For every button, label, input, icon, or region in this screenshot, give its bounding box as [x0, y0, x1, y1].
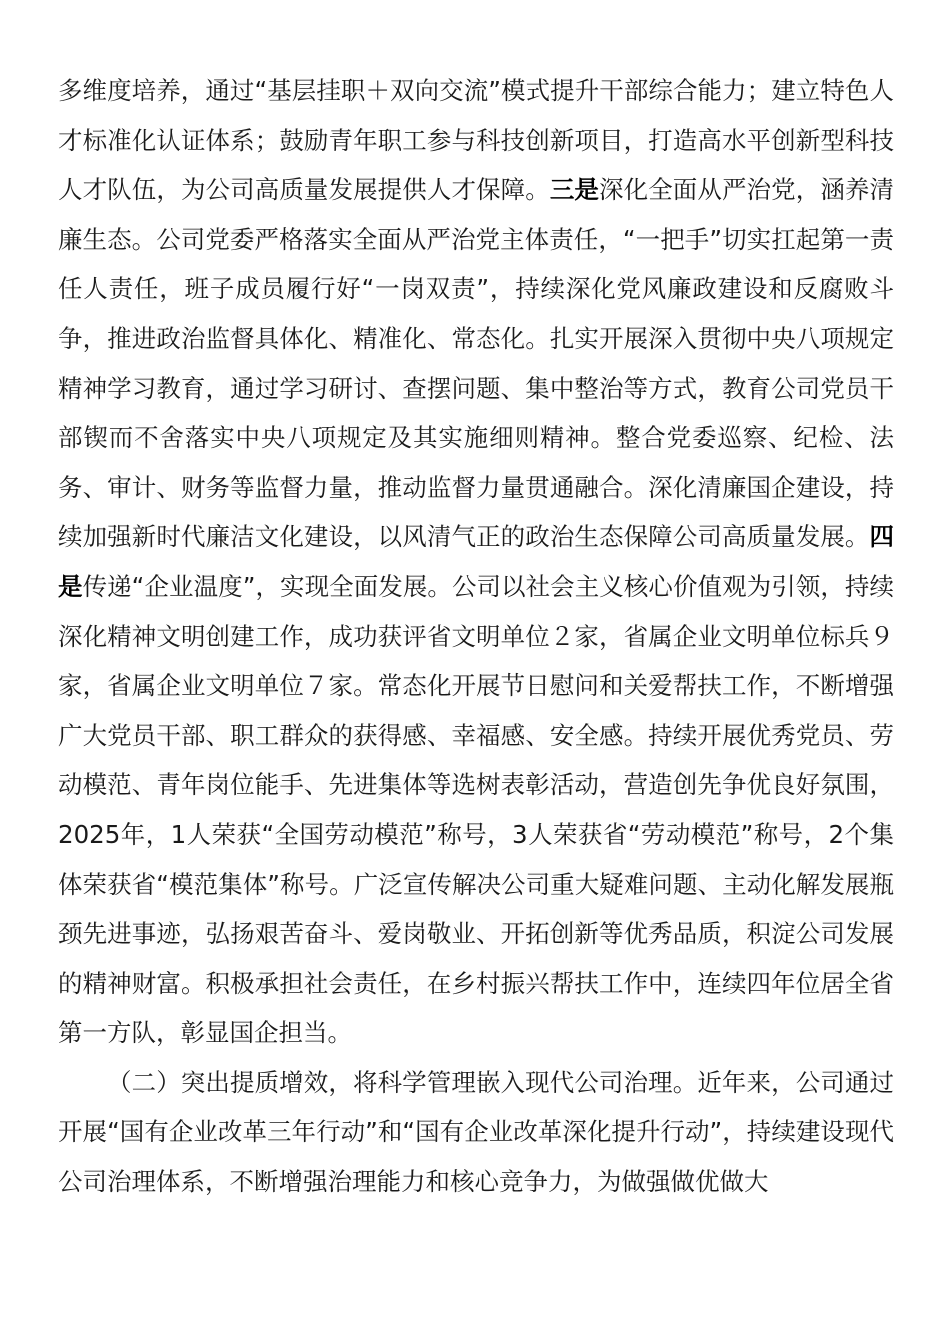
document-page	[58, 66, 894, 1207]
paragraph-text: 深化全面从严治党，涵养清廉生态。公司党委严格落实全面从严治党主体责任，“一把手”切实扛起第一责任人责任，班子成员履行好“一岗双责”，持续深化党风廉政建设和反腐败斗争，推进政治监督具体化、精准化、常态化。扎实开展深入贯彻中央八项规定精神学习教育，通过学习研讨、查摆问题、集中整治等方式，教育公司党员干部锲而不舍落实中央八项规定及其实施细则精神。整合党委巡察、纪检、法务、审计、财务等监督力量，推动监督力量贯通融合。深化清廉国企建设，持续加强新时代廉洁文化建设，以风清气正的政治生态保障公司高质量发展。	[58, 175, 895, 552]
paragraph-text: 传递“企业温度”，实现全面发展。公司以社会主义核心价值观为引领，持续深化精神文明创建工作，成功获评省文明单位２家，省属企业文明单位标兵９家，省属企业文明单位７家。常态化开展节日慰问和关爱帮扶工作，不断增强广大党员干部、职工群众的获得感、幸福感、安全感。持续开展优秀党员、劳动模范、青年岗位能手、先进集体等选树表彰活动，营造创先争优良好氛围，2025年，1人荣获“全国劳动模范”称号，3人荣获省“劳动模范”称号，2个集体荣获省“模范集体”称号。广泛宣传解决公司重大疑难问题、主动化解发展瓶颈先进事迹，弘扬艰苦奋斗、爱岗敬业、开拓创新等优秀品质，积淀公司发展的精神财富。积极承担社会责任，在乡村振兴帮扶工作中，连续四年位居全省第一方队，彰显国企担当。	[58, 571, 894, 1048]
bold-lead-three: 三是	[549, 175, 600, 205]
section-paragraph	[58, 1058, 894, 1207]
body-paragraph	[58, 66, 894, 1058]
bold-lead-four: 四是	[58, 522, 894, 601]
paragraph-text: （二）突出提质增效，将科学管理嵌入现代公司治理。近年来，公司通过开展“国有企业改革三年行动”和“国有企业改革深化提升行动”，持续建设现代公司治理体系，不断增强治理能力和核心竞争力，为做强做优做大	[58, 1067, 894, 1197]
paragraph-text: 多维度培养，通过“基层挂职＋双向交流”模式提升干部综合能力；建立特色人才标准化认证体系；鼓励青年职工参与科技创新项目，打造高水平创新型科技人才队伍，为公司高质量发展提供人才保障。	[58, 76, 894, 205]
